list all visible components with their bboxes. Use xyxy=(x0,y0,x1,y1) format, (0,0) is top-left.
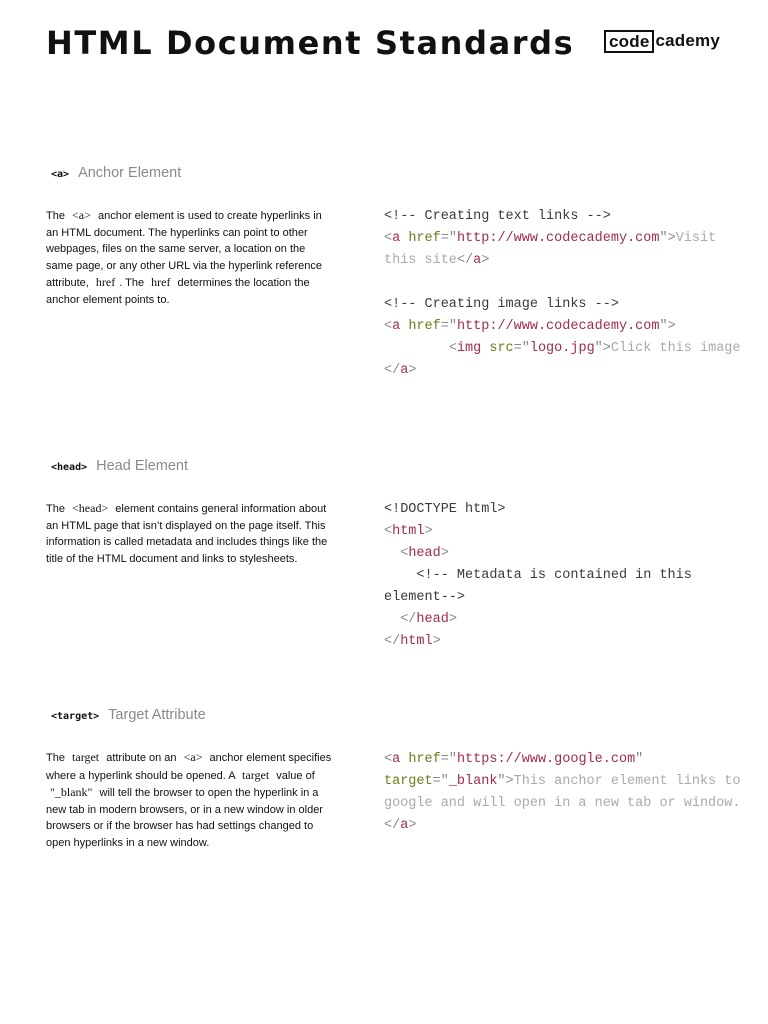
code-attr: href xyxy=(408,231,441,246)
inline-code: "_blank" xyxy=(50,785,93,800)
code-attr: href xyxy=(408,752,441,767)
code-tag: a xyxy=(392,319,401,334)
inline-code: href xyxy=(95,275,116,290)
section-header xyxy=(51,165,181,181)
codecademy-logo xyxy=(604,29,720,53)
code-comment: <!-- Creating image links --> xyxy=(384,297,619,312)
section-tag: <a> xyxy=(51,169,70,180)
code-text: This anchor element links to google and will open in a new tab or window. xyxy=(384,774,749,811)
logo-rest-text: cademy xyxy=(655,31,721,50)
code-text: Click this image xyxy=(610,341,741,356)
logo-box-text: code xyxy=(604,30,654,53)
inline-code: target xyxy=(72,750,100,764)
code-text: Visit this site xyxy=(384,231,725,268)
code-attr: href xyxy=(408,319,441,334)
inline-code: href xyxy=(151,275,171,290)
inline-code: target xyxy=(242,767,270,782)
code-string: _blank xyxy=(448,774,498,789)
code-string: http://www.codecademy.com xyxy=(456,231,660,246)
section-description: The <a> anchor element is used to create hyperlinks in an HTML document. The hyperlinks can point to other webpages, files on the same server, a location on the same page, or any other URL via the hyperlink reference attribute, href . The href determines the location the anchor element points to. xyxy=(46,208,322,306)
code-example: <a href="https://www.google.com" target="_blank">This anchor element links to google and will open in a new tab or window.</a> xyxy=(384,752,749,833)
inline-code: <a> xyxy=(183,750,203,764)
section-header xyxy=(51,707,206,723)
inline-code: <head> xyxy=(72,501,109,515)
code-tag: head xyxy=(408,546,441,561)
code-tag: html xyxy=(400,634,433,649)
section-description: The <head> element contains general information about an HTML page that isn’t displayed on the page itself. This information is called metadata and includes things like the title of the HTML document and links to stylesheets. xyxy=(46,501,328,565)
code-tag: a xyxy=(392,231,401,246)
section-description: The target attribute on an <a> anchor element specifies where a hyperlink should be opened. A target value of "_blank" will tell the browser to open the hyperlink in a new tab in modern browsers, or in a new window in older browsers or if the browser has had settings changed to open hyperlinks in a new window. xyxy=(46,750,332,849)
code-tag: img xyxy=(456,341,482,356)
code-tag: a xyxy=(473,253,482,268)
code-tag: a xyxy=(392,752,401,767)
code-example: <!-- Creating text links --> <a href="http://www.codecademy.com">Visit this site</a> <!-- Creating image links --> <a href="http://www.codecademy.com"> <img src="logo.jpg">Click this image </a> xyxy=(384,209,741,378)
code-example: <!DOCTYPE html> <html> <head> <!-- Metadata is contained in this element--> </head> </html> xyxy=(384,502,700,649)
section-title: Target Attribute xyxy=(108,707,206,723)
section-tag: <target> xyxy=(51,711,100,722)
code-tag: head xyxy=(416,612,449,627)
code-string: logo.jpg xyxy=(529,341,595,356)
code-string: https://www.google.com xyxy=(456,752,636,767)
code-tag: a xyxy=(400,363,409,378)
inline-code: <a> xyxy=(72,208,91,222)
code-attr: src xyxy=(489,341,514,356)
code-comment: <!-- Creating text links --> xyxy=(384,209,611,224)
section-title: Anchor Element xyxy=(78,165,182,181)
section-tag: <head> xyxy=(51,462,88,473)
section-header xyxy=(51,458,188,474)
page-title: HTML Document Standards xyxy=(46,24,575,62)
code-comment: <!-- Metadata is contained in this element--> xyxy=(384,568,700,605)
code-tag: html xyxy=(392,524,425,539)
code-string: http://www.codecademy.com xyxy=(456,319,660,334)
section-title: Head Element xyxy=(96,458,189,474)
code-doctype: <!DOCTYPE html> xyxy=(384,502,506,517)
code-tag: a xyxy=(400,818,409,833)
code-attr: target xyxy=(384,774,433,789)
